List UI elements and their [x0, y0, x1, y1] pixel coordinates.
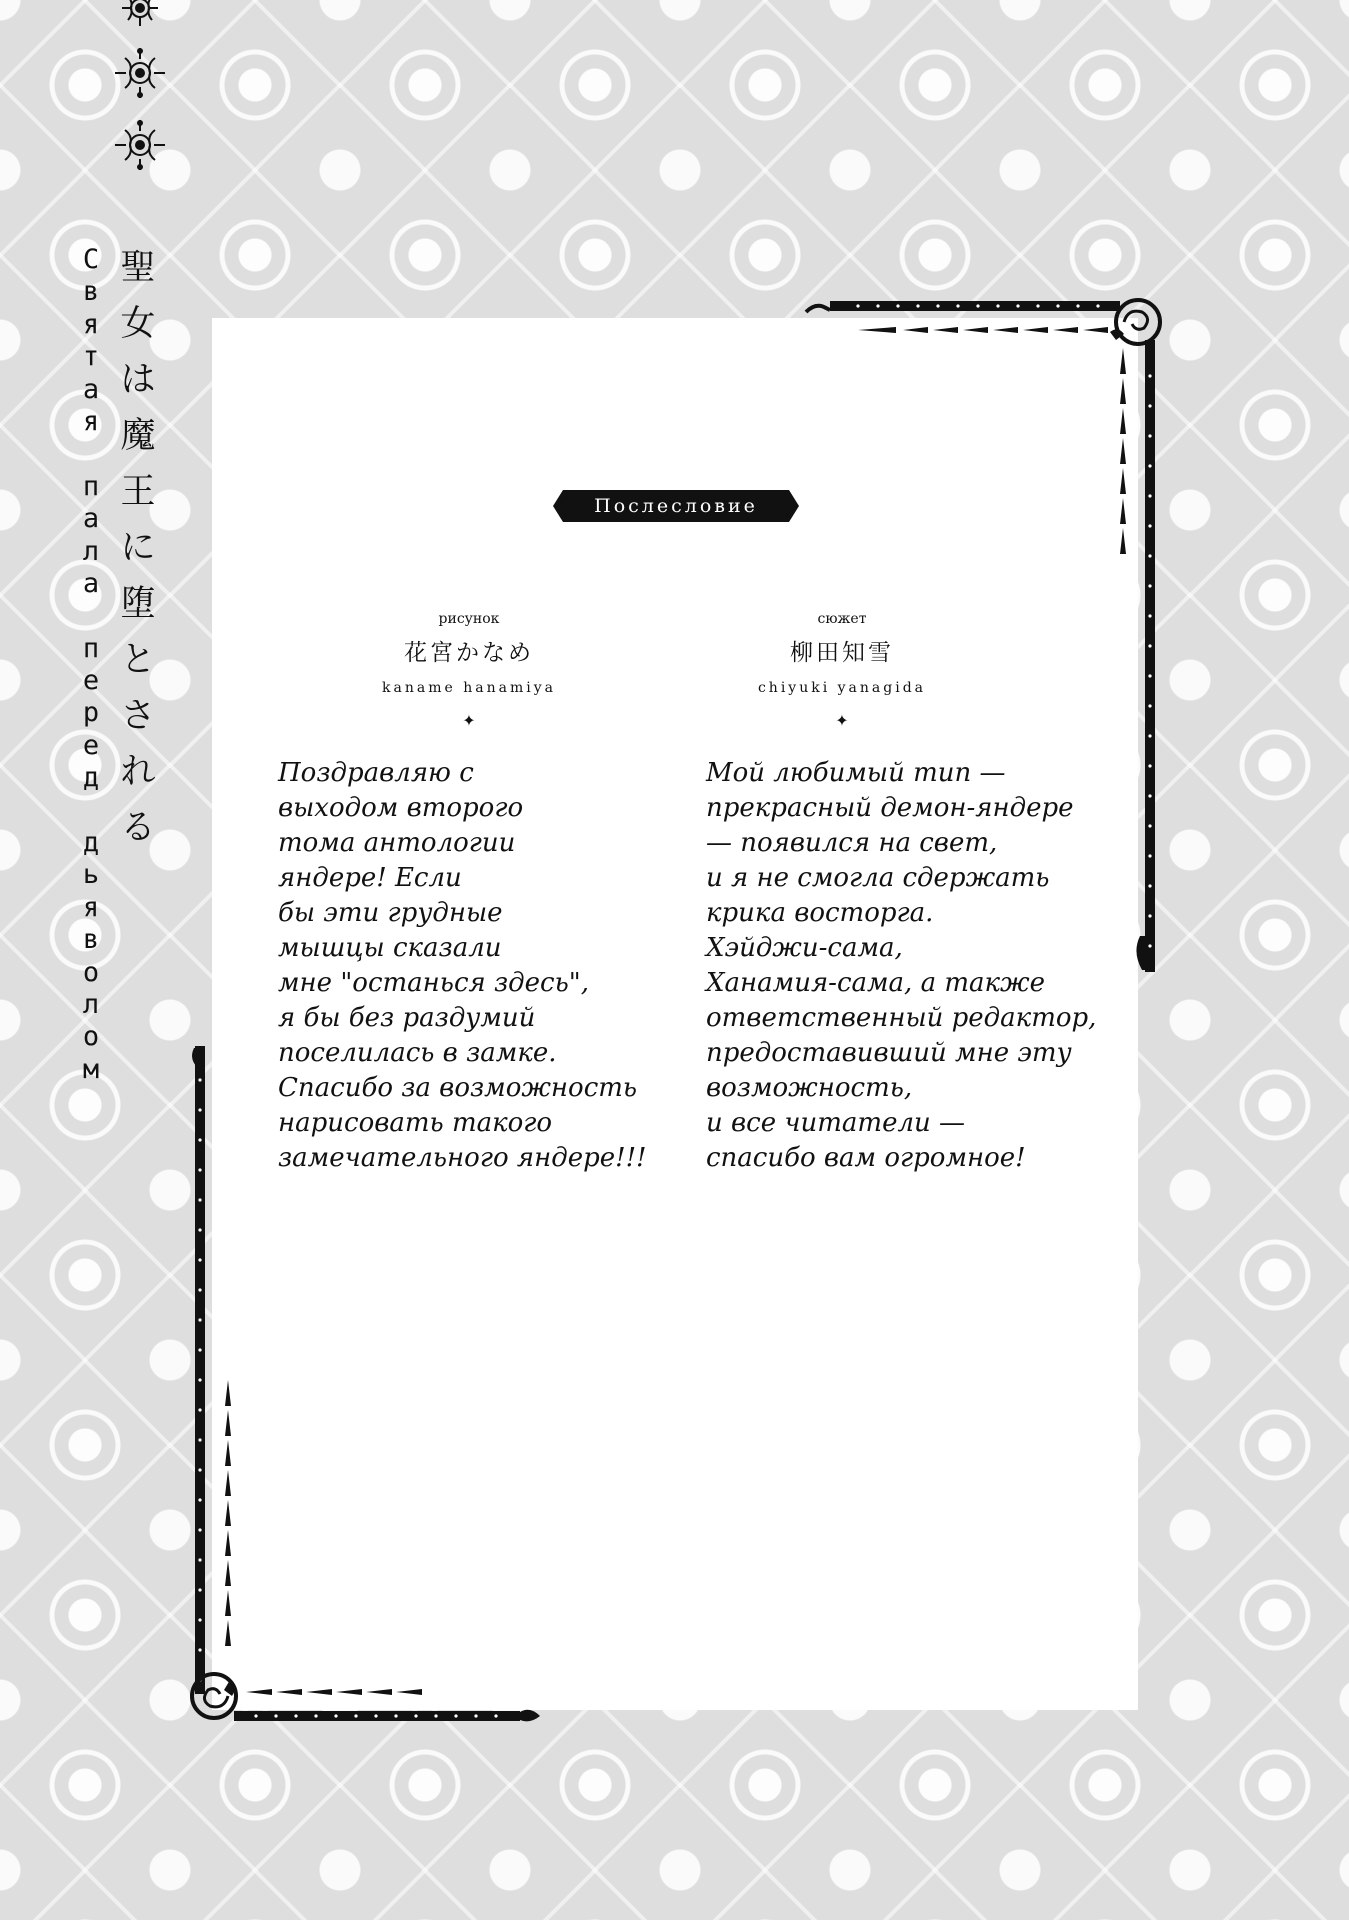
spine-title-ru-char: п — [82, 632, 100, 664]
spine-title-jp-char: 女 — [120, 304, 156, 344]
spine-title-ru-char: я — [82, 308, 100, 340]
sparkle-icon: ✦ — [835, 711, 849, 730]
spine-title-ru-char: д — [82, 762, 100, 794]
spine-title-jp-char: に — [120, 528, 156, 568]
spine-title-ru — [72, 244, 110, 1086]
spine-title-ru-char: р — [82, 697, 100, 729]
sparkle-icon: ✦ — [462, 711, 476, 730]
credit-art-role: рисунок — [438, 611, 500, 627]
spine-title-jp-char: 聖 — [120, 248, 156, 288]
credit-story — [692, 609, 992, 731]
spine-title-jp-char: る — [120, 808, 156, 848]
spine-title-ru-char: в — [82, 924, 100, 956]
spine-title-ru-char: о — [82, 1021, 100, 1053]
credit-story-role: сюжет — [817, 611, 867, 627]
spine-title-ru-char: п — [82, 470, 100, 502]
spine-title-ru-char — [72, 600, 110, 632]
spine-title-ru-char: я — [82, 891, 100, 923]
credit-art-name-jp: 花宮かなめ — [404, 640, 534, 666]
spine-title-ru-char: е — [82, 729, 100, 761]
afterword-title: Послесловие — [594, 495, 758, 517]
spine-title-ru-char: л — [82, 988, 100, 1020]
spine-title-jp — [113, 240, 163, 856]
credit-art-message: Поздравляю с выходом второго тома антологии яндере! Если бы эти грудные мышцы сказали мне "останься здесь", я бы без раздумий поселилась в замке. Спасибо за возможность нарисовать такого замечательного яндере!!! — [278, 758, 647, 1173]
credit-art-name-en: kaname hanamiya — [382, 680, 556, 696]
spine-title-jp-char: れ — [120, 752, 156, 792]
spine-title-jp-char: さ — [120, 696, 156, 736]
damask-ornament-icon — [113, 46, 167, 100]
spine-title-jp-char: 堕 — [120, 584, 156, 624]
spine-title-ru-char: а — [82, 567, 100, 599]
spine-title-ru-char: т — [82, 341, 100, 373]
spine-title-ru-char: ь — [82, 859, 100, 891]
spine-title-ru-char: е — [82, 665, 100, 697]
spine-title-ru-char: д — [82, 827, 100, 859]
credit-art — [319, 609, 619, 731]
spine-title-ru-char — [72, 438, 110, 470]
afterword-title-badge — [551, 488, 801, 524]
spine-title-jp-char: 魔 — [120, 416, 156, 456]
spine-title-ru-char: а — [82, 373, 100, 405]
damask-ornament-icon — [113, 0, 167, 28]
spine-title-ru-char: л — [82, 535, 100, 567]
spine-title-jp-char: と — [120, 640, 156, 680]
spine-ornaments — [108, 0, 172, 190]
spine-title-ru-char: м — [82, 1053, 100, 1085]
damask-ornament-icon — [113, 118, 167, 172]
spine-title-ru-char: в — [82, 276, 100, 308]
credit-story-name-jp: 柳田知雪 — [790, 640, 894, 666]
credit-story-name-en: chiyuki yanagida — [757, 680, 927, 696]
spine-title-ru-char — [72, 795, 110, 827]
spine-title-jp-char: 王 — [120, 472, 156, 512]
spine-title-ru-char: я — [82, 405, 100, 437]
spine-title-ru-char: С — [82, 244, 100, 275]
spine-title-ru-char: а — [82, 503, 100, 535]
credit-story-message: Мой любимый тип — прекрасный демон-яндере — появился на свет, и я не смогла сдержать крика восторга. Хэйджи-сама, Ханамия-сама, а также ответственный редактор, предоставивший мне эту возможность, и все читатели — спасибо вам огромное! — [706, 758, 1097, 1173]
spine-title-jp-char: は — [120, 360, 156, 400]
spine-title-ru-char: о — [82, 956, 100, 988]
